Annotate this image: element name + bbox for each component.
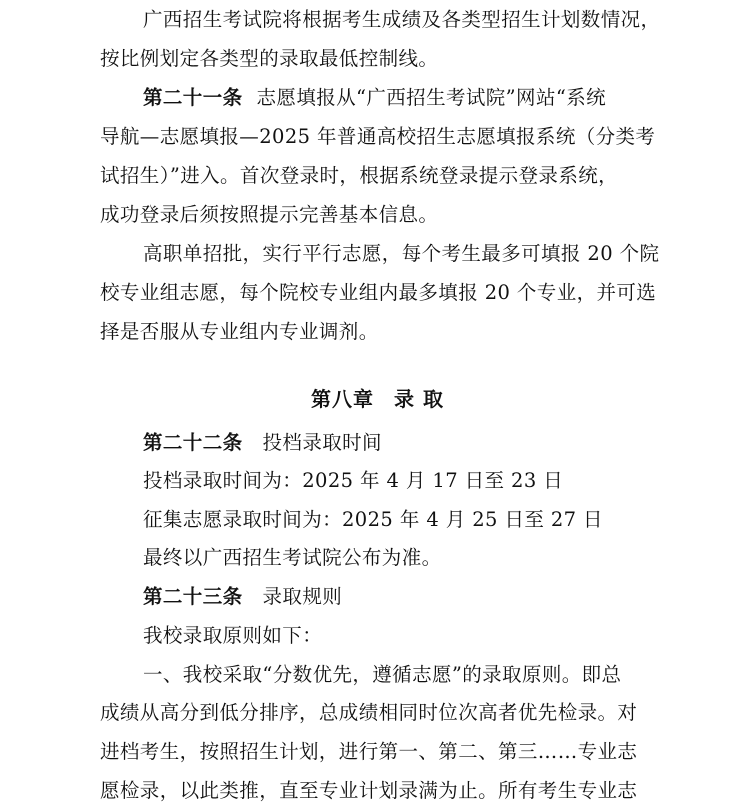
paragraph-line: 成绩从高分到低分排序，总成绩相同时位次高者优先检录。对 [100, 701, 638, 724]
paragraph-line: 广西招生考试院将根据考生成绩及各类型招生计划数情况， [143, 8, 661, 31]
paragraph-line: 征集志愿录取时间为：2025 年 4 月 25 日至 27 日 [143, 508, 603, 531]
paragraph-line: 成功登录后须按照提示完善基本信息。 [100, 203, 439, 226]
article-23-label: 第二十三条 [143, 585, 243, 608]
chapter-heading [0, 386, 755, 412]
paragraph-line: 进档考生，按照招生计划，进行第一、第二、第三……专业志 [100, 740, 638, 763]
article-22-heading [143, 430, 382, 456]
article-21-text: 志愿填报从“广西招生考试院”网站“系统 [256, 86, 607, 109]
chapter-number: 第八章 [311, 387, 375, 411]
chapter-title: 录 取 [394, 387, 444, 411]
article-21-label: 第二十一条 [143, 86, 243, 109]
article-23-title: 录取规则 [262, 585, 343, 608]
paragraph-line: 最终以广西招生考试院公布为准。 [143, 546, 442, 569]
paragraph-line: 高职单招批，实行平行志愿，每个考生最多可填报 20 个院 [143, 242, 660, 265]
paragraph-line: 我校录取原则如下： [143, 624, 323, 647]
paragraph-line: 试招生）”进入。首次登录时，根据系统登录提示登录系统， [100, 164, 619, 187]
paragraph-line: 愿检录，以此类推，直至专业计划录满为止。所有考生专业志 [100, 779, 638, 802]
paragraph-line: 按比例划定各类型的录取最低控制线。 [100, 47, 439, 70]
article-21-first-line [143, 85, 606, 111]
paragraph-line: 投档录取时间为：2025 年 4 月 17 日至 23 日 [143, 469, 564, 492]
paragraph-line: 择是否服从专业组内专业调剂。 [100, 320, 379, 343]
paragraph-line: 导航—志愿填报—2025 年普通高校招生志愿填报系统（分类考 [100, 125, 656, 148]
article-22-title: 投档录取时间 [262, 431, 382, 454]
article-23-heading [143, 584, 342, 610]
paragraph-line: 校专业组志愿，每个院校专业组内最多填报 20 个专业，并可选 [100, 281, 657, 304]
paragraph-line: 一、我校采取“分数优先，遵循志愿”的录取原则。即总 [143, 663, 622, 686]
article-22-label: 第二十二条 [143, 431, 243, 454]
